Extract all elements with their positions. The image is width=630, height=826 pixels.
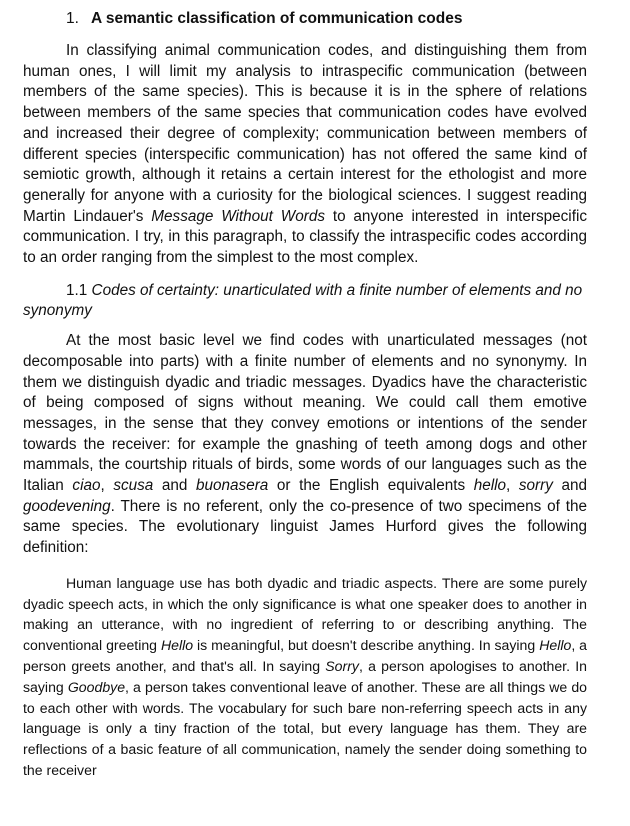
italic-word: ciao bbox=[72, 477, 101, 495]
subsection-heading bbox=[23, 281, 587, 322]
subsection-title: Codes of certainty: unarticulated with a finite number of elements and no synonymy bbox=[23, 281, 583, 320]
italic-word: Sorry bbox=[325, 658, 359, 675]
text-run: or the English equivalents bbox=[268, 477, 474, 495]
subsection-number: 1.1 bbox=[66, 281, 88, 299]
italic-word: scusa bbox=[113, 477, 154, 495]
intro-paragraph bbox=[23, 41, 587, 269]
document-page bbox=[23, 8, 587, 781]
text-run: , a person greets another, and that's all. In saying bbox=[23, 637, 588, 675]
text-run: to anyone interested in interspecific communication. I try, in this paragraph, to classify the intraspecific codes according to an order ranging from the simplest to the most complex. bbox=[23, 207, 587, 267]
body-paragraph bbox=[23, 331, 587, 559]
text-run: and bbox=[552, 477, 587, 495]
section-number: 1. bbox=[66, 10, 79, 27]
italic-word: Hello bbox=[160, 637, 194, 654]
italic-word: Hello bbox=[539, 637, 572, 654]
italic-word: Goodbye bbox=[67, 678, 126, 695]
italic-word: sorry bbox=[518, 477, 553, 495]
text-run: is meaningful, but doesn't describe anything. In saying bbox=[193, 637, 540, 654]
text-run: , a person takes conventional leave of another. These are all things we do to each other with words. The vocabulary for such bare non-referring speech acts in any language is only a tiny fraction of the total, but every language has them. They are reflections of a basic feature of all communication, namely the sender doing something to the receiver bbox=[23, 678, 588, 779]
text-run: In classifying animal communication codes, and distinguishing them from human ones, I will limit my analysis to intraspecific communication (between members of the same species). This is because it is in the sphere of relations between members of the same species that communication codes have evolved and increased their degree of complexity; communication between members of different species (interspecific communication) has not offered the same kind of semiotic growth, although it retains a certain interest for the ethologist and more generally for anyone with a curiosity for the biological sciences. I suggest reading Martin Lindauer's bbox=[23, 42, 587, 225]
text-run: . There is no referent, only the co-presence of two specimens of the same species. The evolutionary linguist James Hurford gives the following definition: bbox=[23, 497, 587, 557]
italic-word: goodevening bbox=[23, 497, 111, 515]
section-title: A semantic classification of communication codes bbox=[90, 10, 463, 27]
text-run: and bbox=[153, 477, 197, 495]
text-run: , bbox=[100, 477, 114, 495]
text-run: , bbox=[506, 477, 519, 495]
text-run: At the most basic level we find codes with unarticulated messages (not decomposable into parts) with a finite number of elements and no synonymy. In them we distinguish dyadic and triadic messages. Dyadics have the characteristic of being composed of signs without meaning. We could call them emotive messages, in the sense that they convey emotions or intentions of the sender towards the receiver: for example the gnashing of teeth among dogs and other mammals, the courtship rituals of birds, some words of our languages such as the Italian bbox=[23, 332, 587, 495]
text-run: Human language use has both dyadic and triadic aspects. There are some purely dyadic speech acts, in which the only significance is what one speaker does to another in making an utterance, with no ingredient of referring to or describing anything. The conventional greeting bbox=[23, 574, 587, 654]
block-quote bbox=[23, 573, 587, 781]
book-title: Message Without Words bbox=[151, 207, 325, 225]
section-heading bbox=[23, 8, 587, 30]
text-run: , a person apologises to another. In saying bbox=[23, 658, 587, 695]
italic-word: hello bbox=[473, 477, 507, 495]
italic-word: buonasera bbox=[196, 477, 269, 495]
